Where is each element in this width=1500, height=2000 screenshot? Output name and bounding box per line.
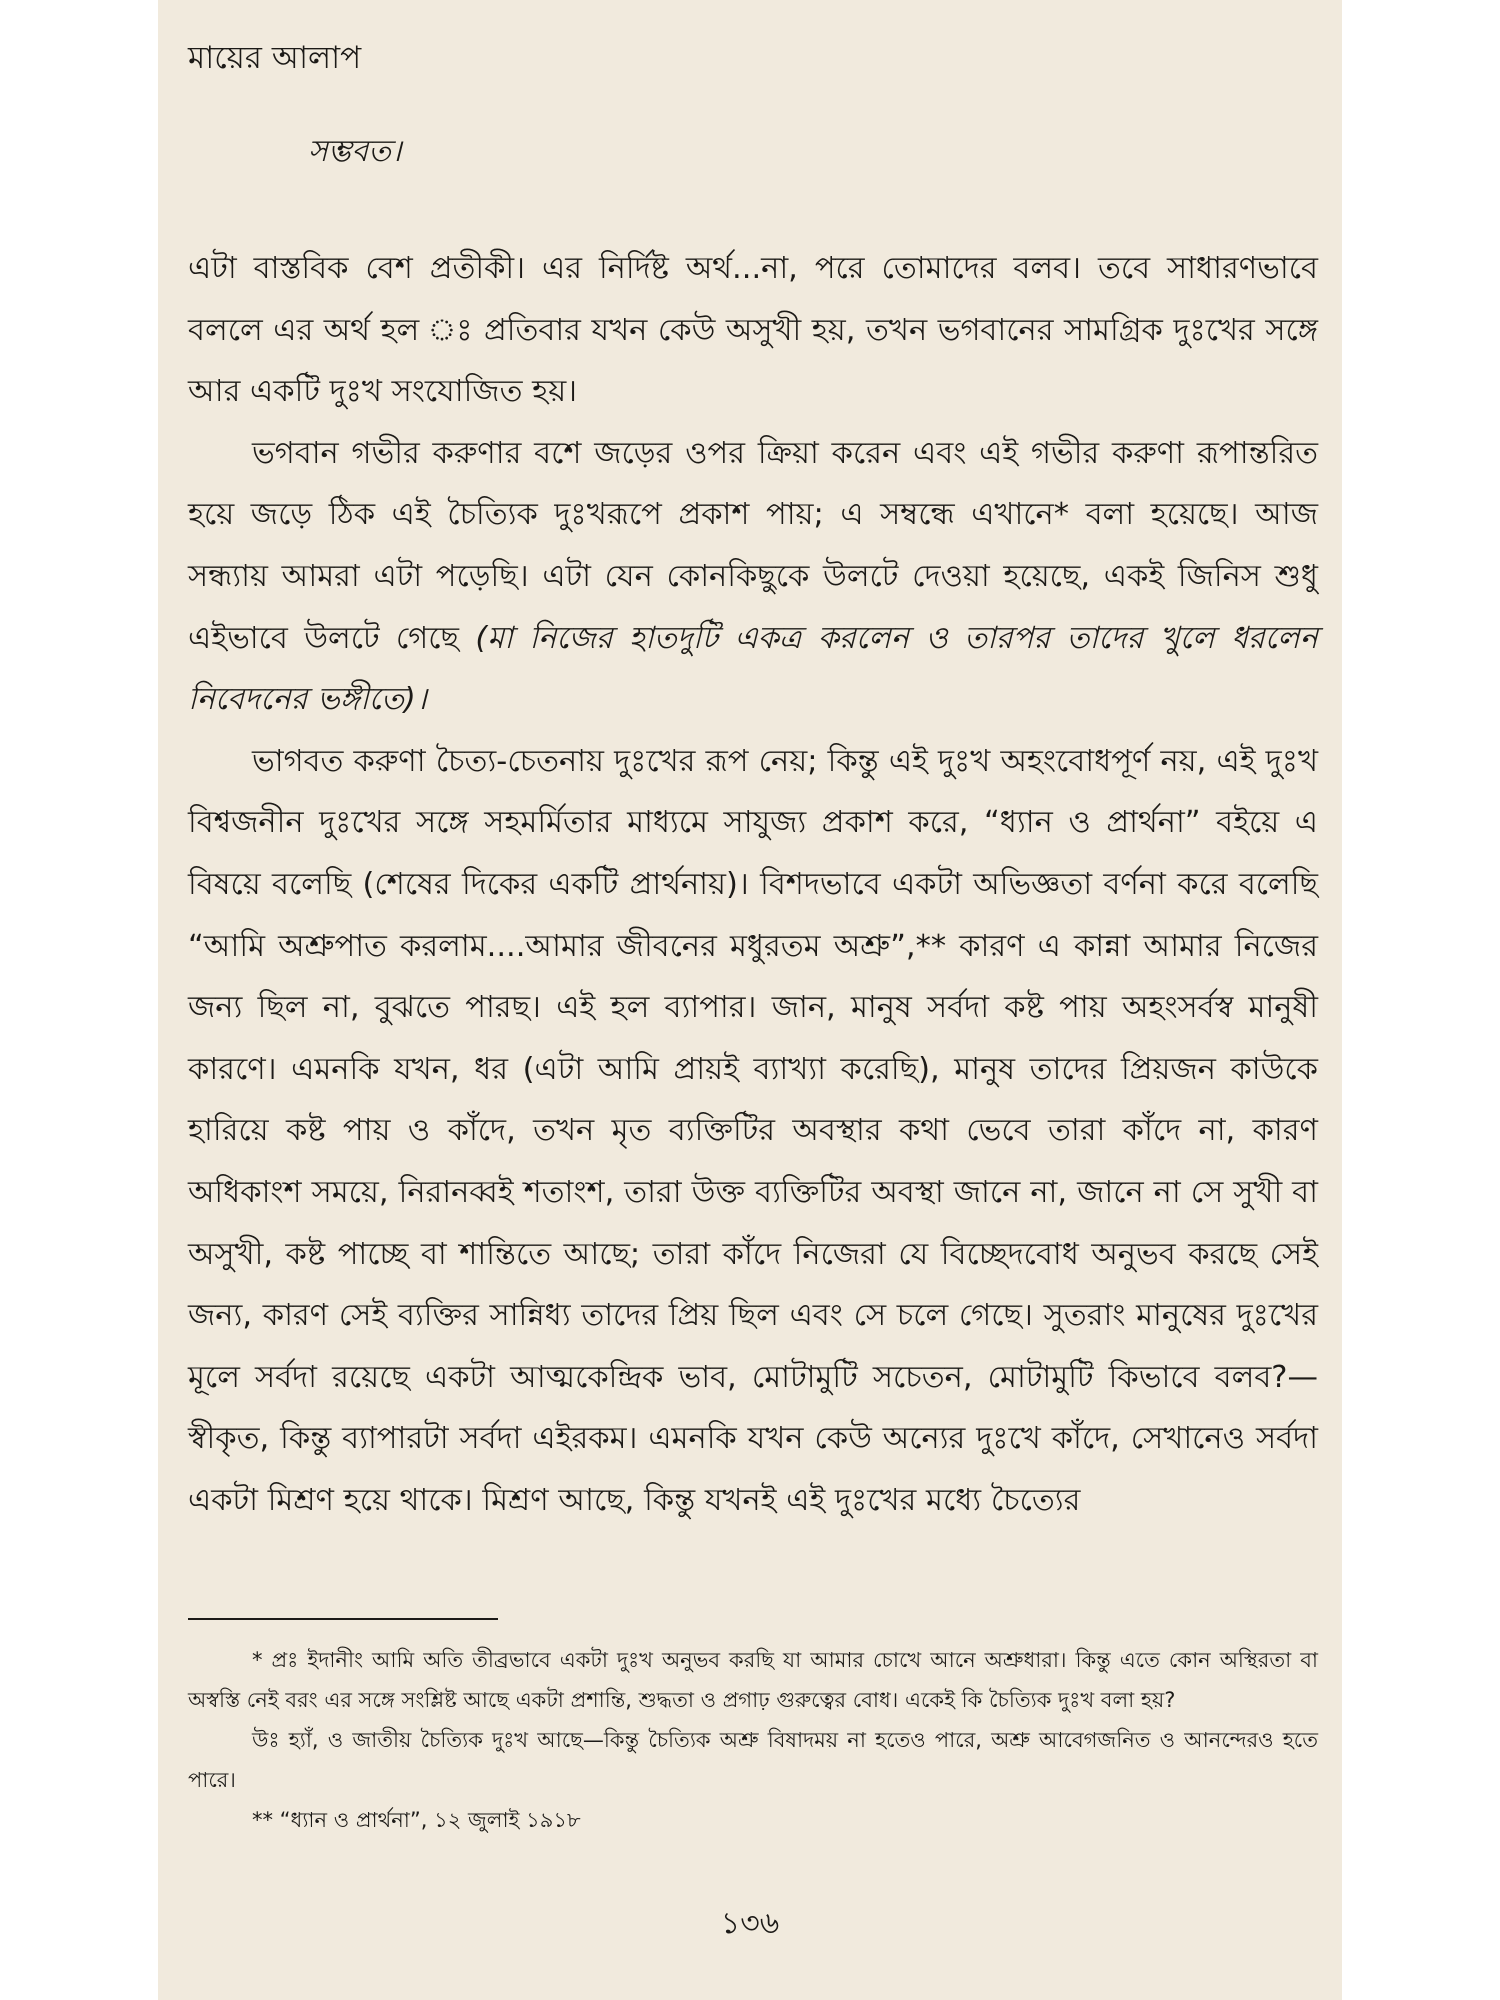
body-text bbox=[188, 238, 1318, 1531]
page-number: ১৩৬ bbox=[720, 1906, 780, 1941]
paragraph-2 bbox=[188, 423, 1318, 731]
intro-line: সম্ভবত। bbox=[308, 134, 402, 169]
paragraph-1-text: এটা বাস্তবিক বেশ প্রতীকী। এর নির্দিষ্ট অর্থ...না, পরে তোমাদের বলব। তবে সাধারণভাবে বললে এর অর্থ হল ঃ প্রতিবার যখন কেউ অসুখী হয়, তখন ভগবানের সামগ্রিক দুঃখের সঙ্গে আর একটি দুঃখ সংযোজিত হয়। bbox=[188, 251, 1318, 410]
footnotes bbox=[188, 1640, 1318, 1840]
paragraph-3-text: ভাগবত করুণা চৈত্য-চেতনায় দুঃখের রূপ নেয়; কিন্তু এই দুঃখ অহংবোধপূর্ণ নয়, এই দুঃখ বিশ্বজনীন দুঃখের সঙ্গে সহমর্মিতার মাধ্যমে সাযুজ্য প্রকাশ করে, “ধ্যান ও প্রার্থনা” বইয়ে এ বিষয়ে বলেছি (শেষের দিকের একটি প্রার্থনায়)। বিশদভাবে একটা অভিজ্ঞতা বর্ণনা করে বলেছি “আমি অশ্রুপাত করলাম....আমার জীবনের মধুরতম অশ্রু”,** কারণ এ কান্না আমার নিজের জন্য ছিল না, বুঝতে পারছ। এই হল ব্যাপার। জান, মানুষ সর্বদা কষ্ট পায় অহংসর্বস্ব মানুষী কারণে। এমনকি যখন, ধর (এটা আমি প্রায়ই ব্যাখ্যা করেছি), মানুষ তাদের প্রিয়জন কাউকে হারিয়ে কষ্ট পায় ও কাঁদে, তখন মৃত ব্যক্তিটির অবস্থার কথা ভেবে তারা কাঁদে না, কারণ অধিকাংশ সময়ে, নিরানব্বই শতাংশ, তারা উক্ত ব্যক্তিটির অবস্থা জানে না, জানে না সে সুখী বা অসুখী, কষ্ট পাচ্ছে বা শান্তিতে আছে; তারা কাঁদে নিজেরা যে বিচ্ছেদবোধ অনুভব করছে সেই জন্য, কারণ সেই ব্যক্তির সান্নিধ্য তাদের প্রিয় ছিল এবং সে চলে গেছে। সুতরাং মানুষের দুঃখের মূলে সর্বদা রয়েছে একটা আত্মকেন্দ্রিক ভাব, মোটামুটি সচেতন, মোটামুটি কিভাবে বলব?—স্বীকৃত, কিন্তু ব্যাপারটা সর্বদা এইরকম। এমনকি যখন কেউ অন্যের দুঃখে কাঁদে, সেখানেও সর্বদা একটা মিশ্রণ হয়ে থাকে। মিশ্রণ আছে, কিন্তু যখনই এই দুঃখের মধ্যে চৈত্যের bbox=[188, 743, 1318, 1518]
book-page bbox=[158, 0, 1342, 2000]
footnote-citation: ** “ধ্যান ও প্রার্থনা”, ১২ জুলাই ১৯১৮ bbox=[252, 1808, 581, 1832]
paragraph-2-italic-note: (মা নিজের হাতদুটি একত্র করলেন ও তারপর তাদের খুলে ধরলেন নিবেদনের ভঙ্গীতে)। bbox=[188, 620, 1318, 718]
footnote-question: * প্রঃ ইদানীং আমি অতি তীব্রভাবে একটা দুঃখ অনুভব করছি যা আমার চোখে আনে অশ্রুধারা। কিন্তু এতে কোন অস্থিরতা বা অস্বস্তি নেই বরং এর সঙ্গে সংশ্লিষ্ট আছে একটা প্রশান্তি, শুদ্ধতা ও প্রগাঢ় গুরুত্বের বোধ। একেই কি চৈত্যিক দুঃখ বলা হয়? bbox=[188, 1648, 1318, 1712]
footnote-divider bbox=[188, 1618, 498, 1620]
footnote-answer: উঃ হ্যাঁ, ও জাতীয় চৈত্যিক দুঃখ আছে—কিন্তু চৈত্যিক অশ্রু বিষাদময় না হতেও পারে, অশ্রু আবেগজনিত ও আনন্দেরও হতে পারে। bbox=[188, 1728, 1318, 1792]
paragraph-1 bbox=[188, 238, 1318, 423]
paragraph-3 bbox=[188, 731, 1318, 1532]
paragraph-2-text: ভগবান গভীর করুণার বশে জড়ের ওপর ক্রিয়া করেন এবং এই গভীর করুণা রূপান্তরিত হয়ে জড়ে ঠিক এই চৈত্যিক দুঃখরূপে প্রকাশ পায়; এ সম্বন্ধে এখানে* বলা হয়েছে। আজ সন্ধ্যায় আমরা এটা পড়েছি। এটা যেন কোনকিছুকে উলটে দেওয়া হয়েছে, একই জিনিস শুধু এইভাবে উলটে গেছে bbox=[188, 435, 1318, 656]
running-head: মায়ের আলাপ bbox=[188, 40, 362, 76]
